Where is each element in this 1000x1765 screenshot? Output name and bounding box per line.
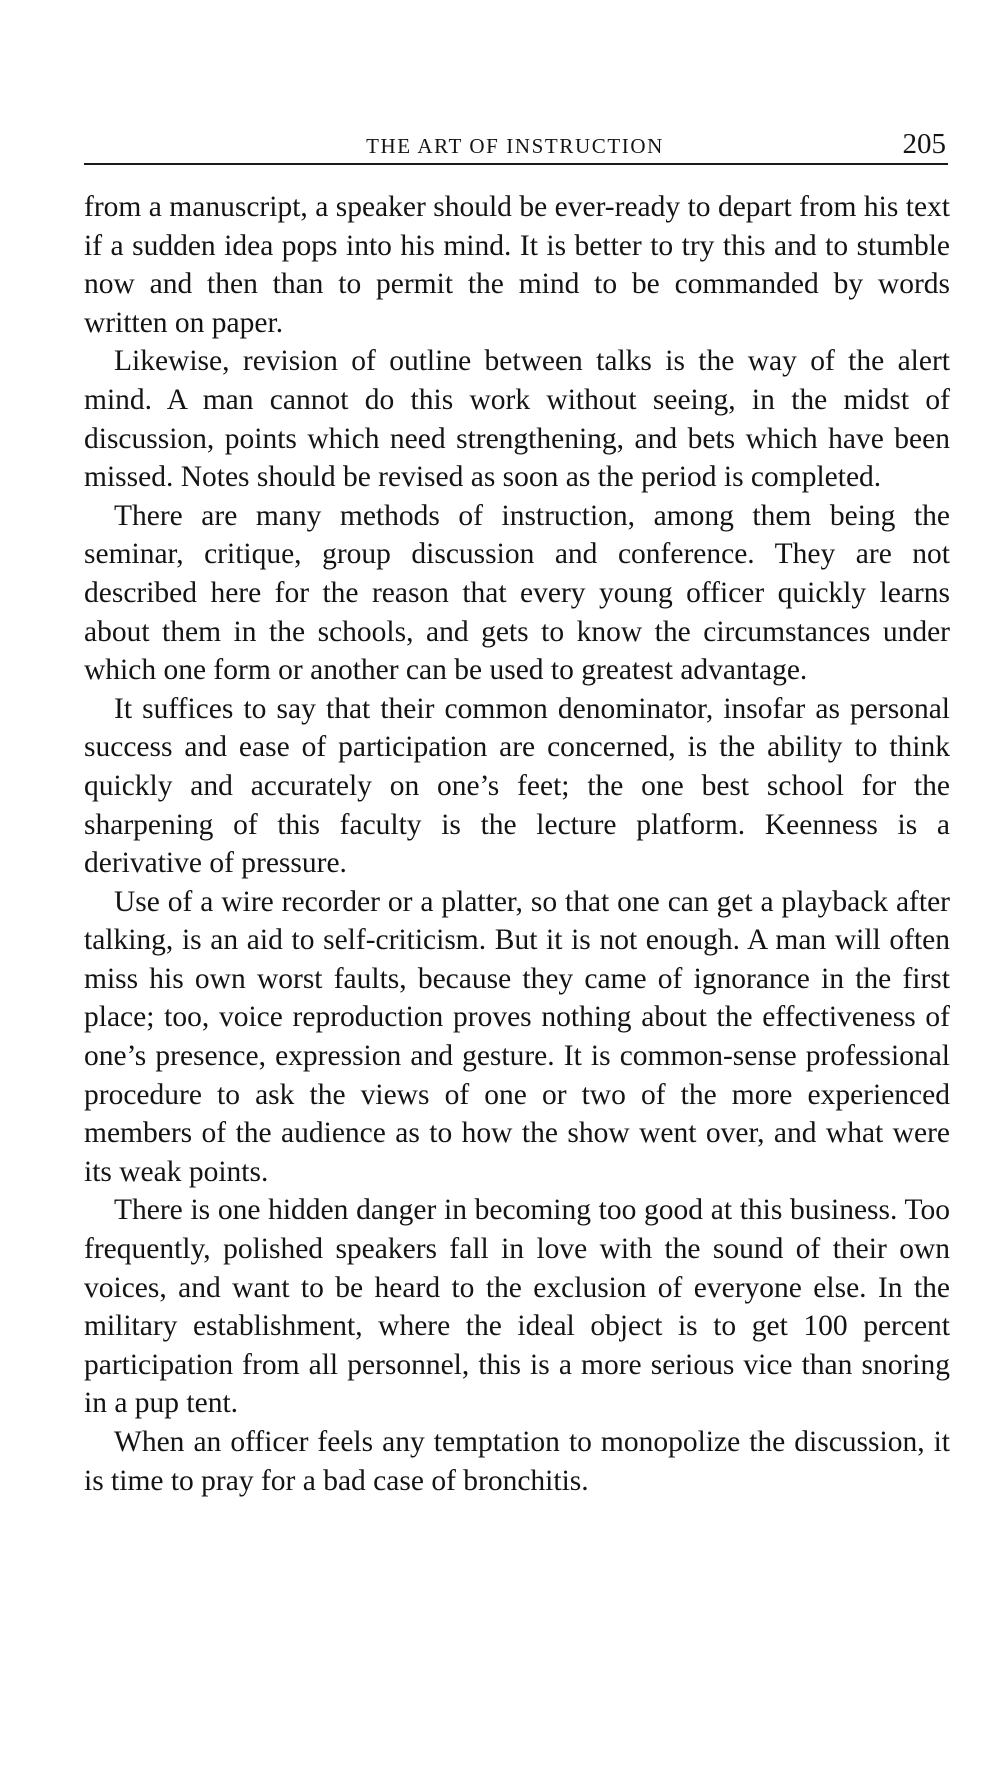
header-rule xyxy=(84,163,948,165)
paragraph-5: Use of a wire recorder or a platter, so that one can get a playback after talking, is an aid to self-criticism. But it is not enough. A man will often miss his own worst faults, because they came of ignorance in the first place; too, voice reproduction proves nothing about the effectiveness of one’s presence, expression and gesture. It is common-sense professional procedure to ask the views of one or two of the more experienced members of the audience as to how the show went over, and what were its weak points. xyxy=(84,885,950,1188)
paragraph-1: from a manuscript, a speaker should be ever-ready to depart from his text if a sudden idea pops into his mind. It is better to try this and to stumble now and then than to permit the mind to be commanded by words written on paper. xyxy=(84,191,950,339)
paragraph-6: There is one hidden danger in becoming too good at this business. Too frequently, polished speakers fall in love with the sound of their own voices, and want to be heard to the exclusion of everyone else. In the military establishment, where the ideal object is to get 100 percent participation from all personnel, this is a more serious vice than snoring in a pup tent. xyxy=(84,1194,950,1420)
body-text xyxy=(84,188,950,1500)
paragraph-3: There are many methods of instruction, among them being the seminar, critique, group discussion and conference. They are not described here for the reason that every young officer quickly learns about them in the schools, and gets to know the circumstances under which one form or another can be used to greatest advantage. xyxy=(84,499,950,687)
paragraph-7: When an officer feels any temptation to monopolize the discussion, it is time to pray for a bad case of bronchitis. xyxy=(84,1426,950,1497)
page-number: 205 xyxy=(902,128,946,160)
paragraph-4: It suffices to say that their common denominator, insofar as personal success and ease of participation are concerned, is the ability to think quickly and accurately on one’s feet; the one best school for the sharpening of this faculty is the lecture platform. Keenness is a derivative of pressure. xyxy=(84,692,950,880)
running-head xyxy=(84,128,946,162)
running-title: THE ART OF INSTRUCTION xyxy=(366,134,664,158)
paragraph-2: Likewise, revision of outline between talks is the way of the alert mind. A man cannot do this work without seeing, in the midst of discussion, points which need strengthening, and bets which have been missed. Notes should be revised as soon as the period is completed. xyxy=(84,345,950,494)
